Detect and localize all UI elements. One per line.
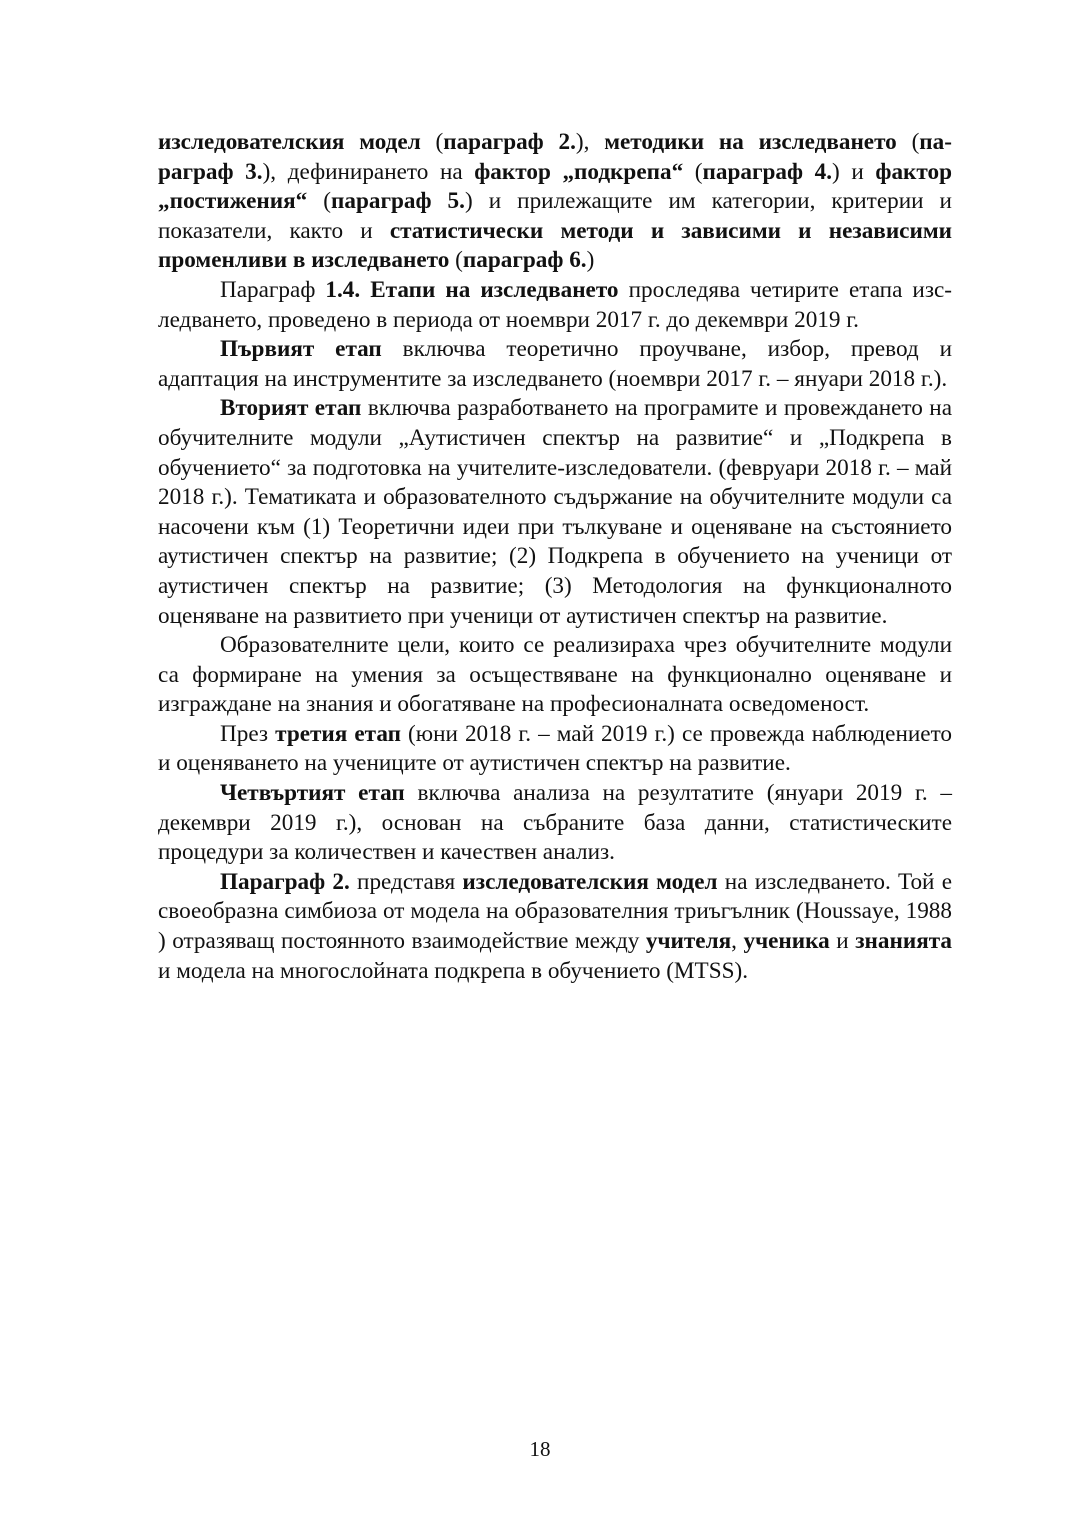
text-run: ( bbox=[420, 129, 444, 155]
bold-term: фактор „подкрепа“ bbox=[474, 158, 684, 185]
text-run: Параграф bbox=[220, 276, 326, 303]
text-run: През bbox=[220, 720, 276, 747]
bold-term: параграф 5. bbox=[331, 188, 465, 215]
body-text bbox=[158, 128, 952, 986]
text-run: ) bbox=[586, 247, 595, 274]
text-run: ) и прилежащите им категории, критерии и показатели, както и bbox=[158, 188, 952, 244]
bold-term: параграф 6. bbox=[462, 247, 587, 274]
paragraph-research-model bbox=[158, 868, 952, 986]
bold-term: фактор „постижения“ bbox=[158, 158, 952, 215]
bold-term: Първият етап bbox=[220, 336, 382, 363]
bold-term: знанията bbox=[855, 928, 953, 955]
text-run: включва разработването на програмите и провеждането на обучителните модули „Аутистичен спектър на развитие“ и „Подкрепа в обучението“ за подготовка на учителите-изследователи. (февруари 2018 г. – май 2018 г.). Тематиката и образователното съдържание на обучителните модули са насочени към (1) Теоретични идеи при тълкуване и оценяване на състоянието аутистичен спектър на развитие; (2) Подкрепа в обучението на ученици от аутистичен спектър на развитие; (3) Методология на функционалното оценяване на развитието при ученици от аутистичен спектър на развитие. bbox=[158, 395, 952, 629]
text-run: на изследването. Той е своеобразна симбиоза от модела на образователния триъгълник (Houssaye, 1988 ) отразяващ постоянното взаимодействие между bbox=[158, 868, 952, 955]
bold-term: методики на изследването bbox=[604, 129, 897, 155]
text-run: (юни 2018 г. – май 2019 г.) се провежда наблюдението и оценяването на учениците от аутистичен спектър на развитие. bbox=[158, 720, 952, 777]
text-run: Образователните цели, които се реализираха чрез обучителните модули са формиране на умения за осъществяване на функционално оценяване и изграждане на знания и обогатяване на професионалната осведоменост. bbox=[158, 632, 952, 718]
text-run: ( bbox=[449, 247, 463, 274]
bold-term: изследователския модел bbox=[462, 868, 718, 895]
bold-term: ученика bbox=[743, 928, 830, 955]
bold-term: изследователския модел bbox=[158, 129, 421, 155]
text-run: ( bbox=[683, 158, 703, 185]
bold-term: Четвъртият етап bbox=[220, 780, 405, 807]
text-run: ), дефинирането на bbox=[262, 158, 475, 185]
text-run: ( bbox=[896, 129, 920, 155]
bold-term: Вторият етап bbox=[220, 395, 362, 422]
paragraph-first-stage bbox=[158, 335, 952, 394]
paragraph-second-stage bbox=[158, 394, 952, 631]
bold-term: учителя bbox=[645, 928, 732, 955]
text-run: и bbox=[829, 928, 856, 955]
bold-term: статистически методи и зависими и независими променливи в изследването bbox=[158, 217, 952, 274]
bold-term: третия етап bbox=[275, 720, 401, 747]
bold-term: параграф 4. bbox=[702, 158, 833, 185]
bold-term: Параграф 2. bbox=[220, 868, 350, 895]
bold-term: 1.4. Етапи на изследването bbox=[325, 276, 619, 303]
bold-term: параграф 2. bbox=[443, 129, 576, 155]
text-run: ( bbox=[307, 188, 332, 215]
paragraph-stages-overview bbox=[158, 276, 952, 335]
text-run: , bbox=[731, 928, 744, 955]
paragraph-third-stage bbox=[158, 720, 952, 779]
text-run: проследява четирите етапа изследването, проведено в периода от ноември 2017 г. до декември 2019 г. bbox=[158, 276, 953, 333]
bold-term: параграф 3. bbox=[158, 129, 952, 185]
text-run: представя bbox=[349, 868, 463, 895]
paragraph-intro-continuation bbox=[158, 128, 952, 276]
paragraph-educational-goals bbox=[158, 631, 952, 720]
page-number: 18 bbox=[529, 1437, 551, 1461]
text-run: включва теоретично проучване, избор, превод и адаптация на инструментите за изследването (ноември 2017 г. – януари 2018 г.). bbox=[158, 336, 952, 392]
text-run: включва анализа на резултатите (януари 2019 г. – декември 2019 г.), основан на събраните база данни, статистическите процедури за количествен и качествен анализ. bbox=[158, 780, 952, 866]
paragraph-fourth-stage bbox=[158, 779, 952, 868]
text-run: и модела на многослойната подкрепа в обучението (MTSS). bbox=[158, 957, 749, 984]
text-run: ) и bbox=[832, 158, 876, 185]
text-run: ), bbox=[575, 129, 605, 155]
